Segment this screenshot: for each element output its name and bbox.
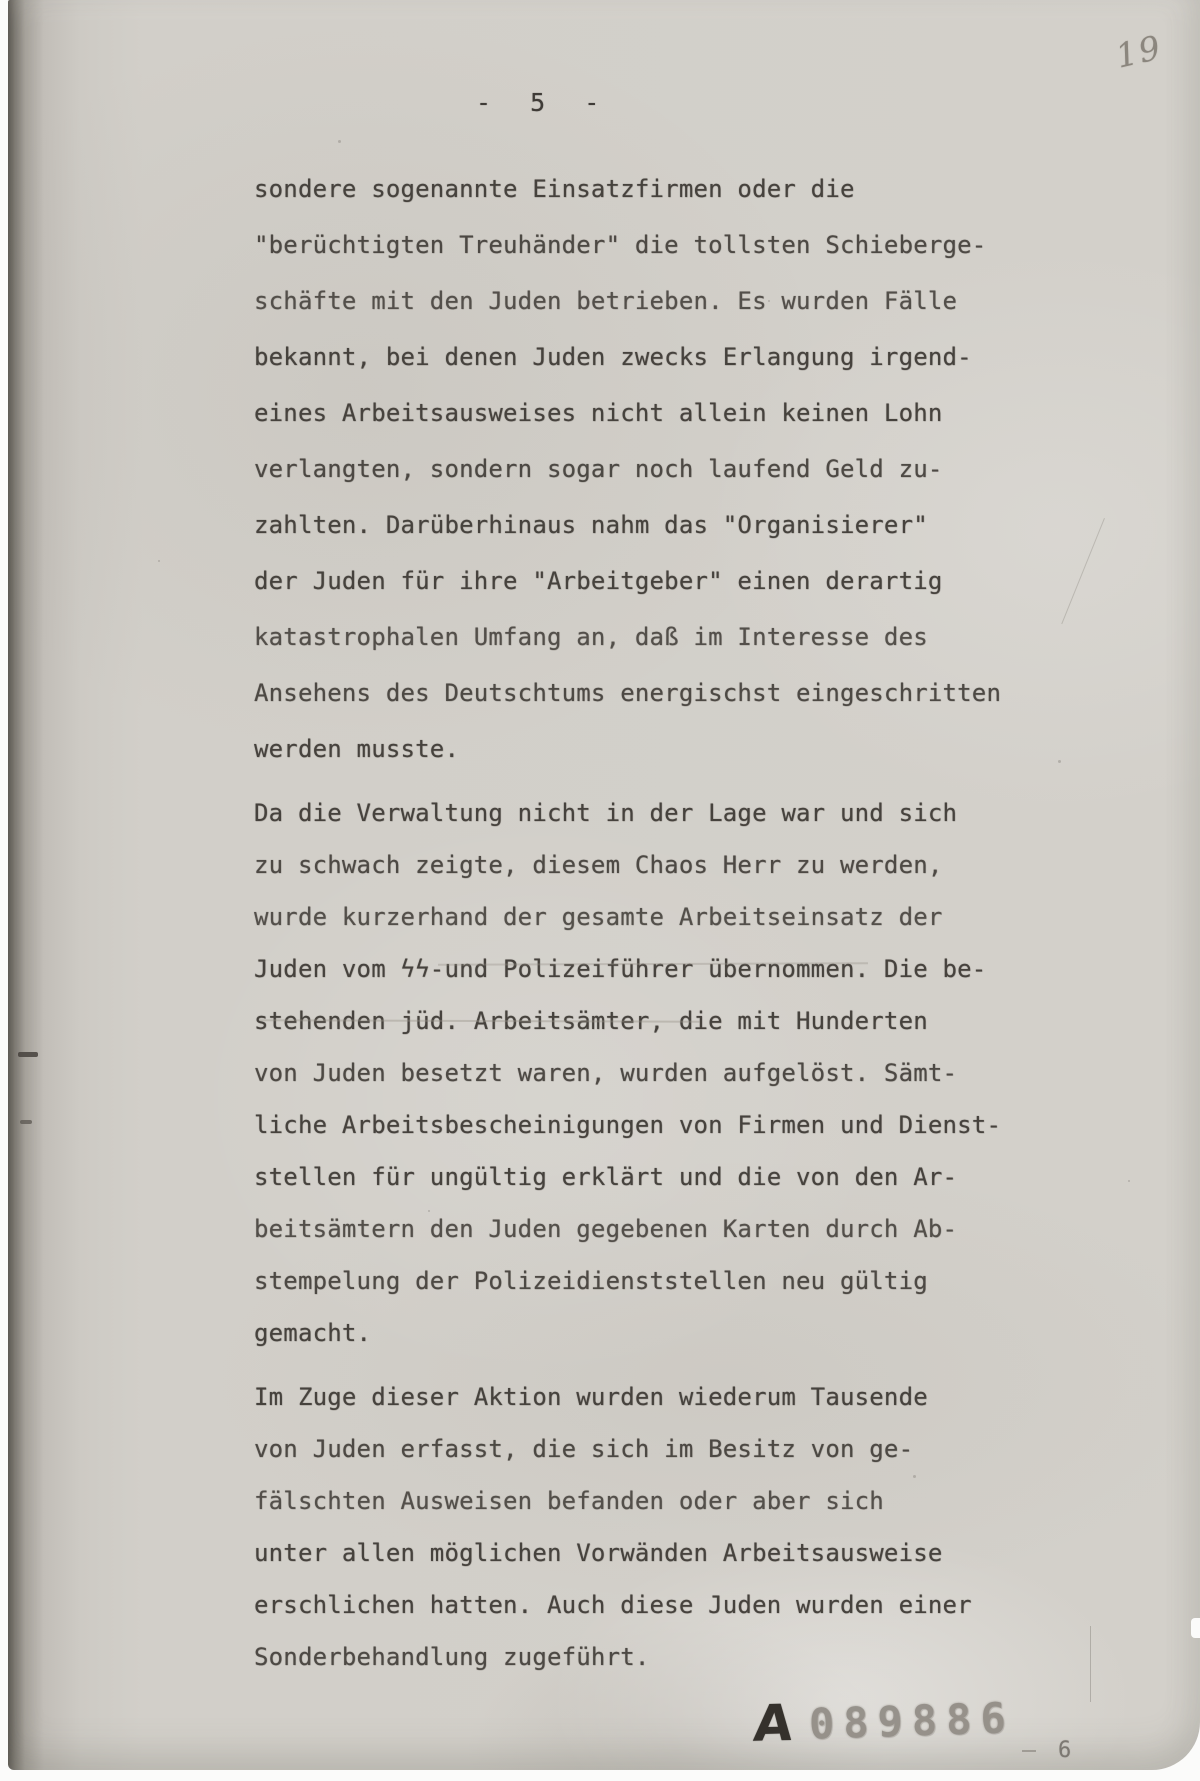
text-line: Im Zuge dieser Aktion wurden wiederum Tausende	[254, 1383, 928, 1411]
text-line: stehenden jüd. Arbeitsämter, die mit Hunderten	[254, 1007, 928, 1035]
paper-speck	[1058, 760, 1061, 763]
text-line: werden musste.	[254, 735, 460, 763]
corner-page-number: 6	[1058, 1738, 1072, 1763]
paper-speck	[158, 560, 160, 562]
text-line: gemacht.	[254, 1319, 372, 1347]
text-line: der Juden für ihre "Arbeitgeber" einen derartig	[254, 567, 943, 595]
stamp-number: 089886	[807, 1693, 1016, 1749]
paragraph-2	[254, 800, 1044, 1346]
page-number-header: - 5 -	[476, 88, 601, 117]
edge-notch	[1191, 1618, 1200, 1638]
edge-ink-mark	[20, 1120, 32, 1124]
text-line: von Juden erfasst, die sich im Besitz von ge-	[254, 1435, 914, 1463]
text-line: zu schwach zeigte, diesem Chaos Herr zu werden,	[254, 851, 943, 879]
text-line: zahlten. Darüberhinaus nahm das "Organisierer"	[254, 511, 928, 539]
typed-text-block	[254, 176, 1044, 1696]
text-line: bekannt, bei denen Juden zwecks Erlangung irgend-	[254, 343, 972, 371]
text-line: Ansehens des Deutschtums energischst eingeschritten	[254, 679, 1002, 707]
paper-speck	[913, 1475, 916, 1478]
paper-speck	[428, 1210, 430, 1212]
paper-speck	[338, 140, 341, 143]
text-line: eines Arbeitsausweises nicht allein keinen Lohn	[254, 399, 943, 427]
text-line: Sonderbehandlung zugeführt.	[254, 1643, 650, 1671]
text-line: beitsämtern den Juden gegebenen Karten durch Ab-	[254, 1215, 958, 1243]
paper-speck	[628, 1660, 630, 1662]
text-line: stempelung der Polizeidienststellen neu gültig	[254, 1267, 928, 1295]
text-line: schäfte mit den Juden betrieben. Es wurden Fälle	[254, 287, 958, 315]
paper-speck	[768, 300, 770, 302]
corner-dash-mark	[1022, 1750, 1036, 1752]
text-line: "berüchtigten Treuhänder" die tollsten Schieberge-	[254, 231, 987, 259]
registry-stamp	[753, 1689, 1015, 1752]
text-line: Juden vom ϟϟ-und Polizeiführer übernommen. Die be-	[254, 955, 987, 983]
text-line: stellen für ungültig erklärt und die von den Ar-	[254, 1163, 958, 1191]
paper-sheet	[8, 0, 1200, 1770]
paragraph-1	[254, 176, 1044, 762]
stamp-letter: A	[751, 1693, 796, 1753]
text-line: erschlichen hatten. Auch diese Juden wurden einer	[254, 1591, 972, 1619]
text-line: fälschten Ausweisen befanden oder aber sich	[254, 1487, 884, 1515]
text-line: liche Arbeitsbescheinigungen von Firmen und Dienst-	[254, 1111, 1002, 1139]
paragraph-3	[254, 1384, 1044, 1670]
text-line: wurde kurzerhand der gesamte Arbeitseinsatz der	[254, 903, 943, 931]
text-line: verlangten, sondern sogar noch laufend Geld zu-	[254, 455, 943, 483]
text-line: katastrophalen Umfang an, daß im Interesse des	[254, 623, 928, 651]
pencil-folio-number: 19	[1112, 27, 1166, 76]
paper-crease	[1090, 1626, 1091, 1702]
paper-speck	[1128, 1180, 1130, 1182]
text-line: von Juden besetzt waren, wurden aufgelöst. Sämt-	[254, 1059, 958, 1087]
text-line: sondere sogenannte Einsatzfirmen oder die	[254, 175, 855, 203]
text-line: unter allen möglichen Vorwänden Arbeitsausweise	[254, 1539, 943, 1567]
text-line: Da die Verwaltung nicht in der Lage war und sich	[254, 799, 958, 827]
edge-ink-mark	[18, 1052, 38, 1057]
paper-crease	[1061, 518, 1105, 624]
